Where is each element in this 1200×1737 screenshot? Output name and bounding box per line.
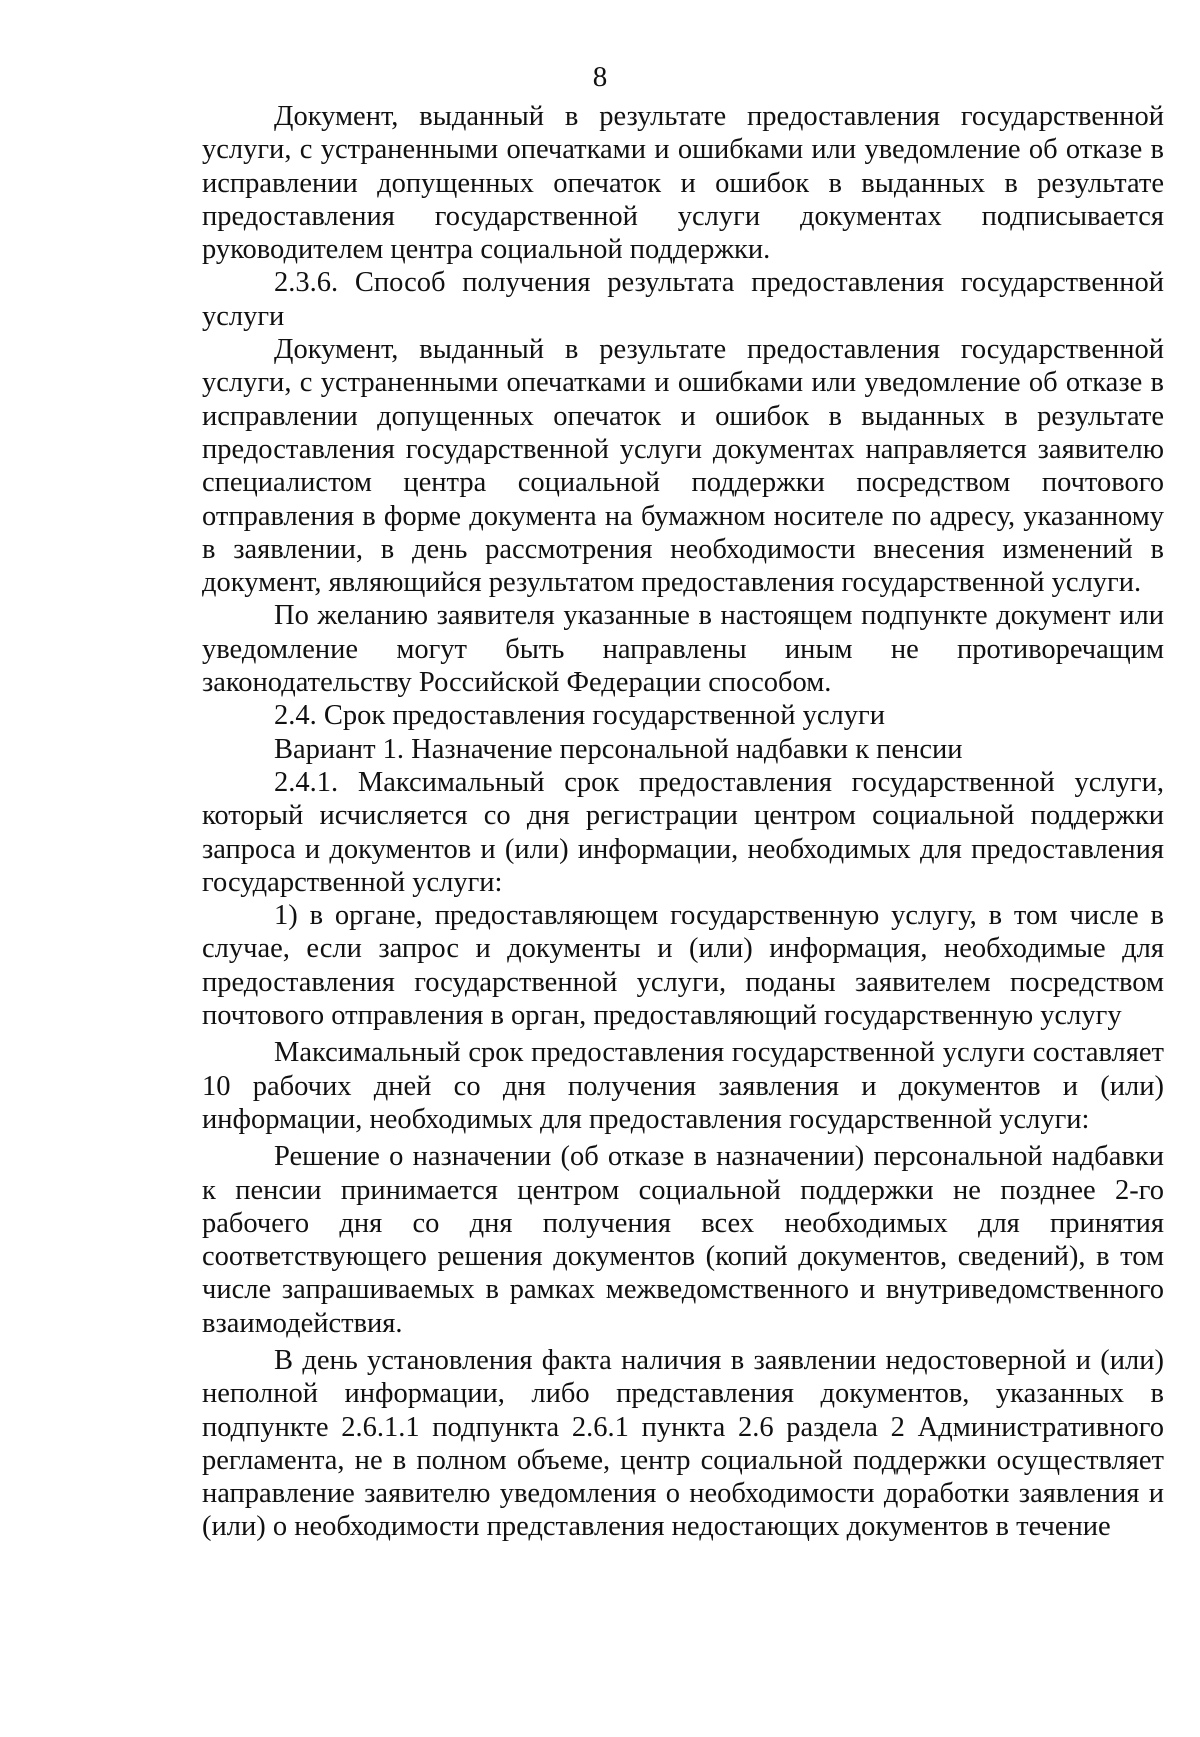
paragraph-2-4-1: 2.4.1. Максимальный срок предоставления государственной услуги, который исчисляется со дня регистрации центром социальной поддержки запроса и документов и (или) информации, необходимых для предоставления государственной услуги: [202,766,1164,898]
paragraph-decision: Решение о назначении (об отказе в назначении) персональной надбавки к пенсии принимается центром социальной поддержки не позднее 2-го рабочего дня со дня получения всех необходимых для принятия соответствующего решения документов (копий документов, сведений), в том числе запрашиваемых в рамках межведомственного и внутриведомственного взаимодействия. [202,1141,1164,1339]
paragraph-delivery: Документ, выданный в результате предоставления государственной услуги, с устраненными опечатками и ошибками или уведомление об отказе в исправлении допущенных опечаток и ошибок в выданных в результате предоставления государственной услуги документах направляется заявителю специалистом центра социальной поддержки посредством почтового отправления в форме документа на бумажном носителе по адресу, указанному в заявлении, в день рассмотрения необходимости внесения изменений в документ, являющийся результатом предоставления государственной услуги. [202,334,1164,599]
variant-heading: Вариант 1. Назначение персональной надбавки к пенсии [274,733,963,765]
document-body [202,100,1164,1544]
paragraph-applicant-wish: По желанию заявителя указанные в настоящем подпункте документ или уведомление могут быть направлены иным не противоречащим законодательству Российской Федерации способом. [202,600,1164,699]
list-item-1: 1) в органе, предоставляющем государственную услугу, в том числе в случае, если запрос и документы и (или) информация, необходимые для предоставления государственной услуги, поданы заявителем посредством почтового отправления в орган, предоставляющий государственную услугу [202,900,1164,1032]
page-number: 8 [592,61,608,93]
paragraph-signing: Документ, выданный в результате предоставления государственной услуги, с устраненными опечатками и ошибками или уведомление об отказе в исправлении допущенных опечаток и ошибок в выданных в результате предоставления государственной услуги документах подписывается руководителем центра социальной поддержки. [202,101,1164,266]
paragraph-max-term: Максимальный срок предоставления государственной услуги составляет 10 рабочих дней со дня получения заявления и документов и (или) информации, необходимых для предоставления государственной услуги: [202,1037,1164,1135]
heading-2-3-6: 2.3.6. Способ получения результата предоставления государственной услуги [202,267,1164,332]
paragraph-incomplete-info: В день установления факта наличия в заявлении недостоверной и (или) неполной информации, либо представления документов, указанных в подпункте 2.6.1.1 подпункта 2.6.1 пункта 2.6 раздела 2 Административного регламента, не в полном объеме, центр социальной поддержки осуществляет направление заявителю уведомления о необходимости доработки заявления и (или) о необходимости представления недостающих документов в течение [202,1344,1164,1543]
heading-2-4: 2.4. Срок предоставления государственной услуги [274,700,885,732]
